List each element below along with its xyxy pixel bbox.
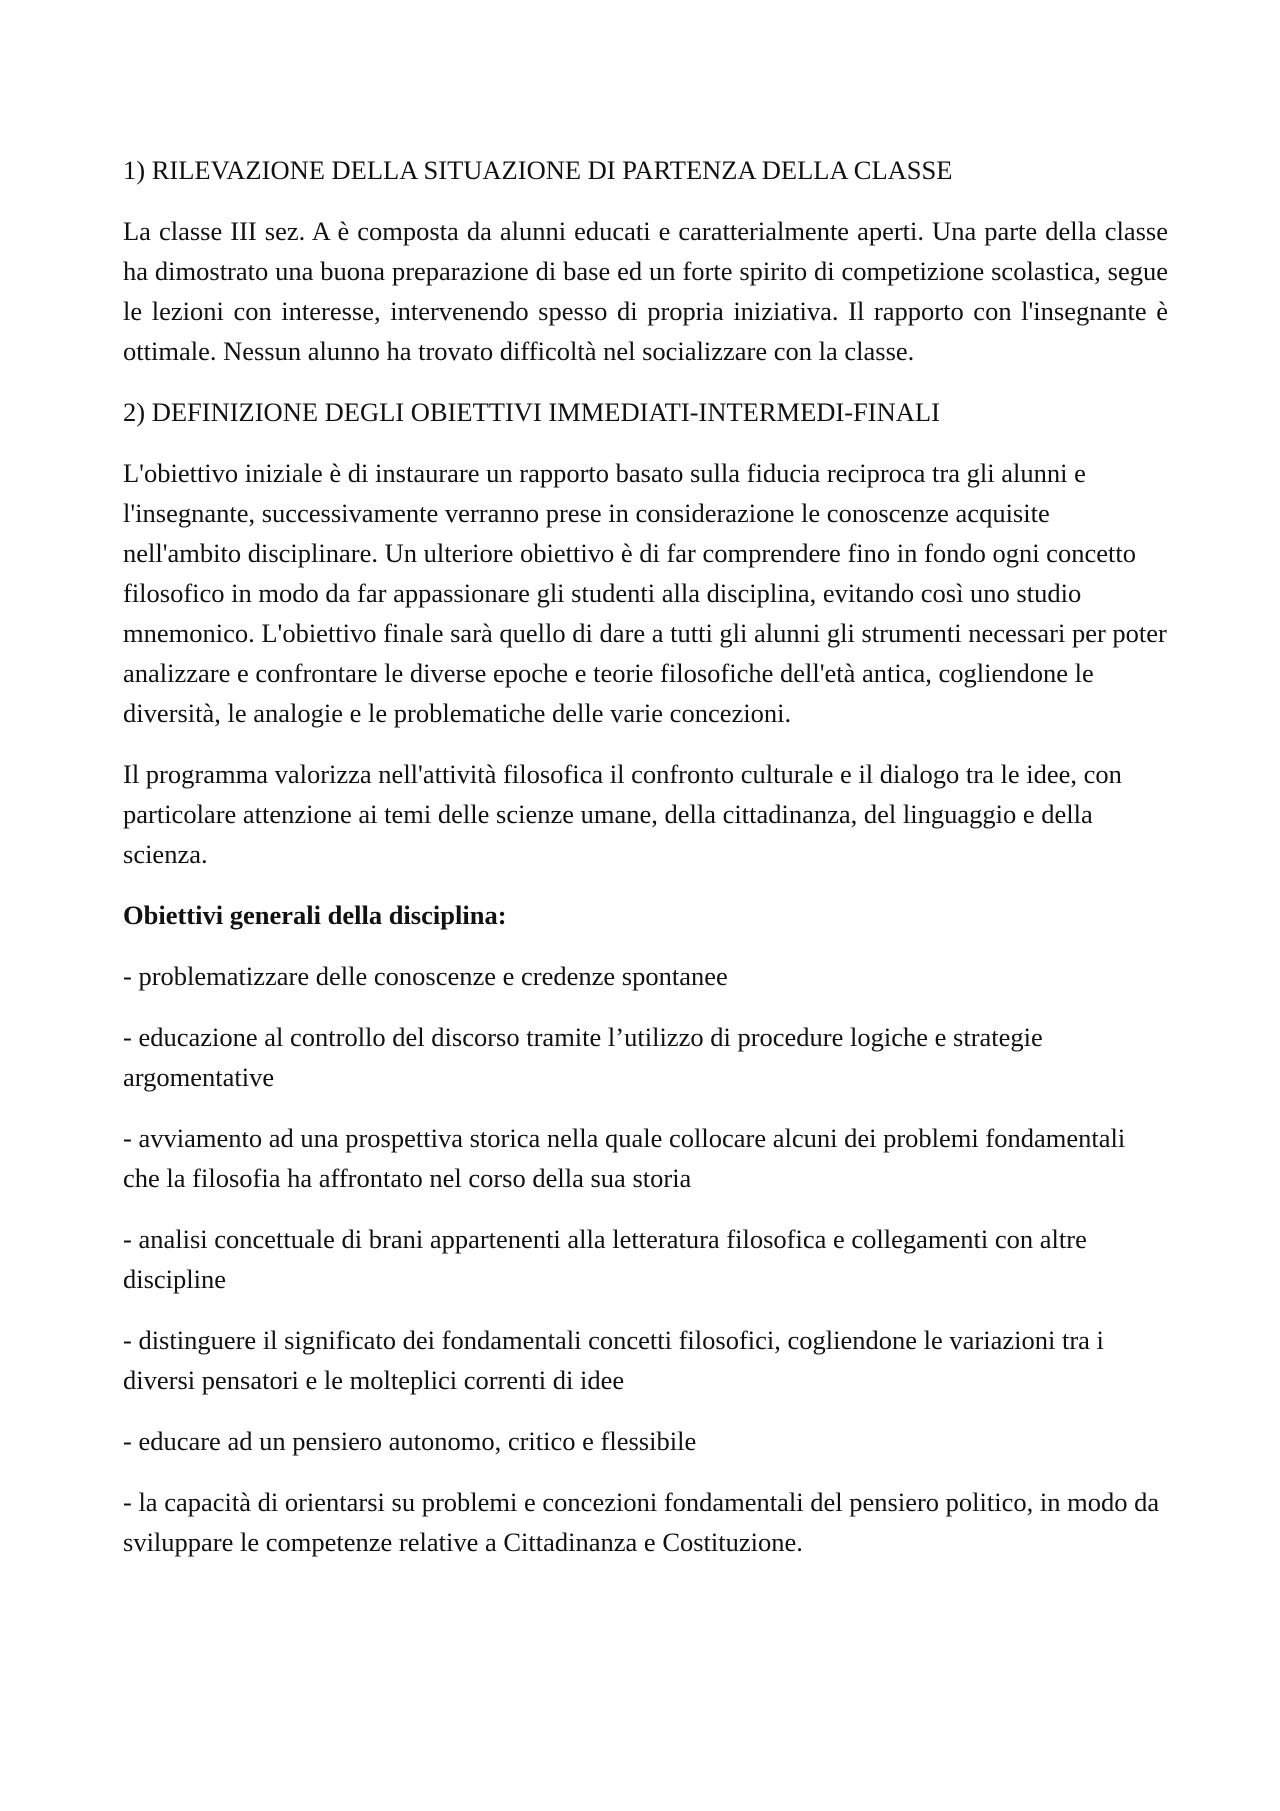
list-item: - analisi concettuale di brani appartenenti alla letteratura filosofica e collegamenti con altre discipline bbox=[123, 1224, 1087, 1294]
section-heading-situazione: 1) RILEVAZIONE DELLA SITUAZIONE DI PARTENZA DELLA CLASSE bbox=[123, 155, 953, 185]
paragraph-situazione-classe: La classe III sez. A è composta da alunni educati e caratterialmente aperti. Una parte della classe ha dimostrato una buona preparazione di base ed un forte spirito di competizione scolastica, segue le lezioni con interesse, intervenendo spesso di propria iniziativa. Il rapporto con l'insegnante è ottimale. Nessun alunno ha trovato difficoltà nel socializzare con la classe. bbox=[123, 216, 1168, 366]
list-item: - la capacità di orientarsi su problemi e concezioni fondamentali del pensiero politico, in modo da sviluppare le competenze relative a Cittadinanza e Costituzione. bbox=[123, 1487, 1160, 1557]
list-item: - distinguere il significato dei fondamentali concetti filosofici, cogliendone le variazioni tra i diversi pensatori e le molteplici correnti di idee bbox=[123, 1325, 1104, 1395]
section-heading-obiettivi: 2) DEFINIZIONE DEGLI OBIETTIVI IMMEDIATI-INTERMEDI-FINALI bbox=[123, 397, 940, 427]
document-body bbox=[123, 150, 1168, 1583]
paragraph-obiettivi: L'obiettivo iniziale è di instaurare un rapporto basato sulla fiducia reciproca tra gli alunni e l'insegnante, successivamente verranno prese in considerazione le conoscenze acquisite nell'ambito disciplinare. Un ulteriore obiettivo è di far comprendere fino in fondo ogni concetto filosofico in modo da far appassionare gli studenti alla disciplina, evitando così uno studio mnemonico. L'obiettivo finale sarà quello di dare a tutti gli alunni gli strumenti necessari per poter analizzare e confrontare le diverse epoche e teorie filosofiche dell'età antica, cogliendone le diversità, le analogie e le problematiche delle varie concezioni. bbox=[123, 458, 1167, 728]
list-item: - educazione al controllo del discorso tramite l’utilizzo di procedure logiche e strategie argomentative bbox=[123, 1022, 1043, 1092]
list-item: - avviamento ad una prospettiva storica nella quale collocare alcuni dei problemi fondamentali che la filosofia ha affrontato nel corso della sua storia bbox=[123, 1123, 1126, 1193]
paragraph-programma: Il programma valorizza nell'attività filosofica il confronto culturale e il dialogo tra le idee, con particolare attenzione ai temi delle scienze umane, della cittadinanza, del linguaggio e della scienza. bbox=[123, 759, 1122, 869]
objectives-heading: Obiettivi generali della disciplina: bbox=[123, 900, 507, 930]
list-item: - educare ad un pensiero autonomo, critico e flessibile bbox=[123, 1426, 697, 1456]
list-item: - problematizzare delle conoscenze e credenze spontanee bbox=[123, 961, 728, 991]
